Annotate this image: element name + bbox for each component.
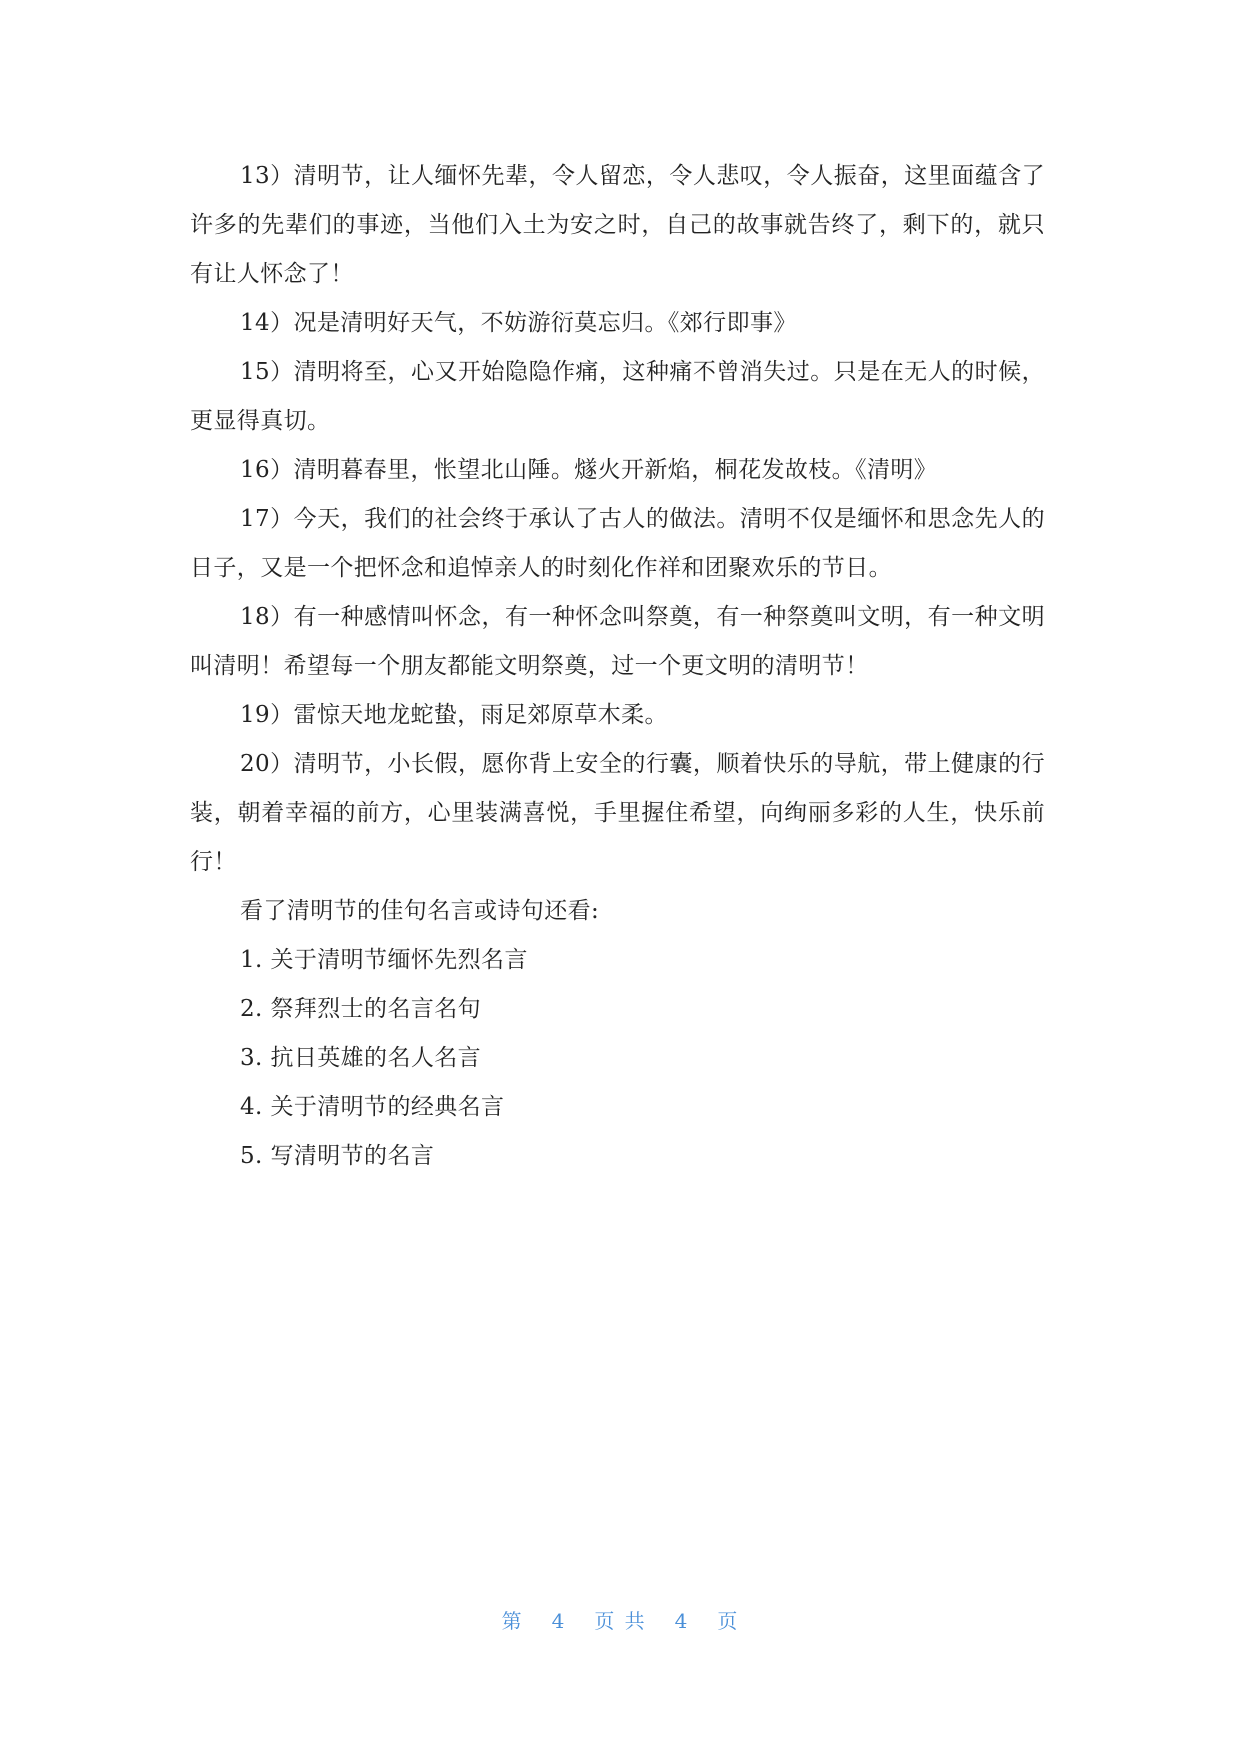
footer-current-page: 4: [551, 1609, 567, 1633]
paragraph-19: 19）雷惊天地龙蛇蛰，雨足郊原草木柔。: [240, 702, 668, 728]
page-footer: [0, 1605, 1241, 1634]
footer-total-pages: 4: [674, 1609, 690, 1633]
related-heading: 看了清明节的佳句名言或诗句还看:: [240, 898, 600, 924]
paragraph-18: 18）有一种感情叫怀念，有一种怀念叫祭奠，有一种祭奠叫文明，有一种文明叫清明！希望每一个朋友都能文明祭奠，过一个更文明的清明节！: [190, 604, 1045, 679]
related-link-4: 4. 关于清明节的经典名言: [240, 1094, 505, 1120]
footer-label-ye: 页: [717, 1609, 740, 1633]
paragraph-14: 14）况是清明好天气，不妨游衍莫忘归。《郊行即事》: [240, 310, 797, 336]
related-link-2: 2. 祭拜烈士的名言名句: [240, 996, 482, 1022]
footer-label-di: 第: [501, 1609, 524, 1633]
paragraph-13: 13）清明节，让人缅怀先辈，令人留恋，令人悲叹，令人振奋，这里面蕴含了许多的先辈们的事迹，当他们入土为安之时，自己的故事就告终了，剩下的，就只有让人怀念了！: [190, 163, 1045, 287]
related-link-1: 1. 关于清明节缅怀先烈名言: [240, 947, 528, 973]
paragraph-16: 16）清明暮春里，怅望北山陲。燧火开新焰，桐花发故枝。《清明》: [240, 457, 938, 483]
related-link-5: 5. 写清明节的名言: [240, 1143, 435, 1169]
related-link-3: 3. 抗日英雄的名人名言: [240, 1045, 482, 1071]
paragraph-15: 15）清明将至，心又开始隐隐作痛，这种痛不曾消失过。只是在无人的时候，更显得真切。: [190, 359, 1045, 434]
footer-label-ye-gong: 页 共: [594, 1609, 647, 1633]
paragraph-17: 17）今天，我们的社会终于承认了古人的做法。清明不仅是缅怀和思念先人的日子，又是一个把怀念和追悼亲人的时刻化作祥和团聚欢乐的节日。: [190, 506, 1045, 581]
paragraph-20: 20）清明节，小长假，愿你背上安全的行囊，顺着快乐的导航，带上健康的行装，朝着幸福的前方，心里装满喜悦，手里握住希望，向绚丽多彩的人生，快乐前行！: [190, 751, 1045, 875]
document-body: [190, 152, 1045, 1181]
